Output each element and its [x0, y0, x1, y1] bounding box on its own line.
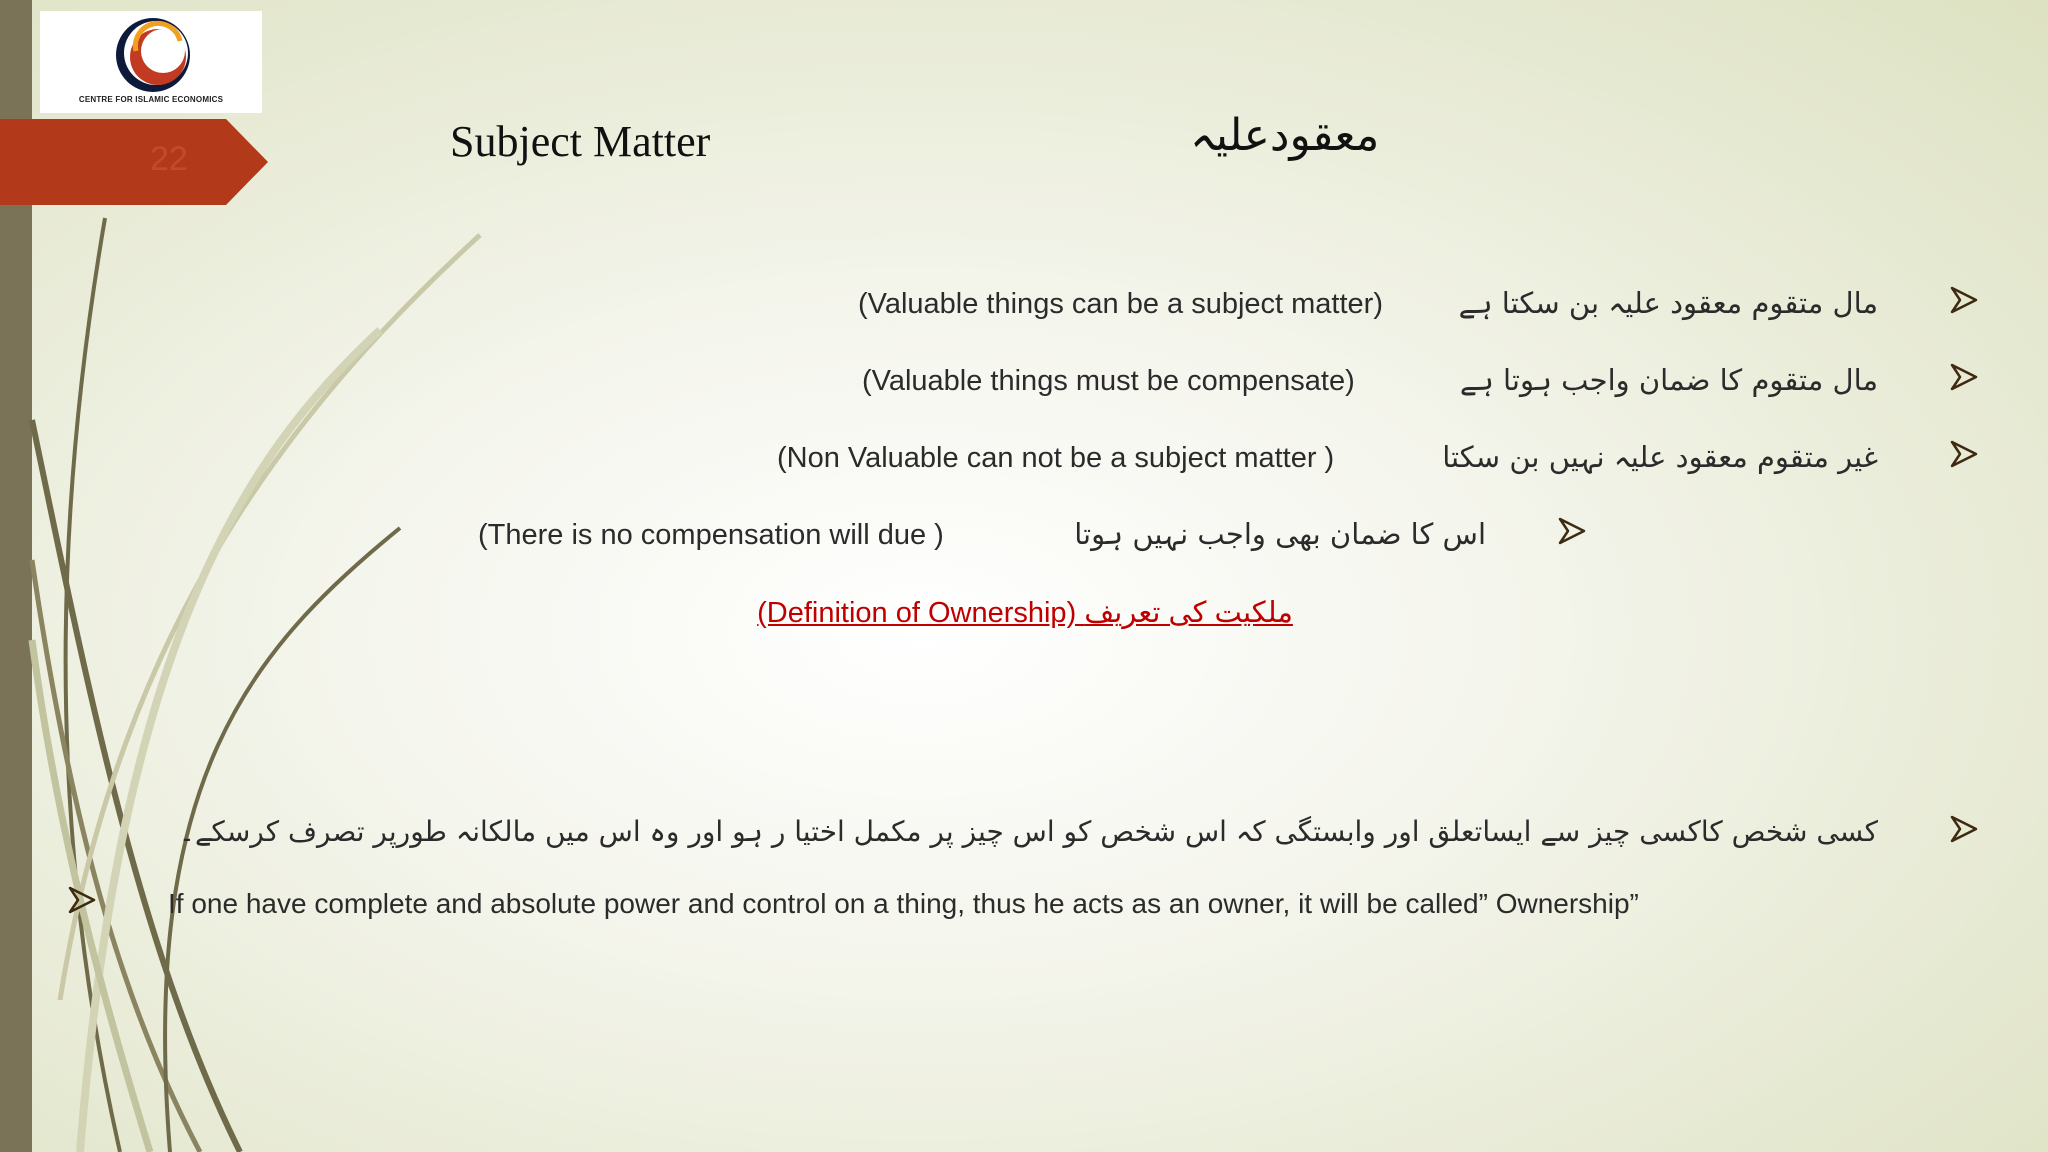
bullet-4-urdu: اس کا ضمان بھی واجب نہیں ہوتا — [1074, 517, 1486, 551]
slide-title-urdu: معقودعلیہ — [1190, 110, 1380, 161]
bullet-1-urdu: مال متقوم معقود علیہ بن سکتا ہے — [1458, 286, 1878, 320]
arrowhead-bullet-icon — [1950, 440, 1978, 468]
bullet-4-english: (There is no compensation will due ) — [478, 519, 944, 551]
definition-urdu: کسی شخص کاکسی چیز سے ایساتعلق اور وابستگی کہ اس شخص کو اس چیز پر مکمل اختیا ر ہو اور وہ اس میں مالکانہ طورپر تصرف کرسکے۔ — [178, 815, 1878, 848]
bullet-2-urdu: مال متقوم کا ضمان واجب ہوتا ہے — [1459, 363, 1878, 397]
centre-logo-icon — [40, 11, 262, 95]
arrowhead-bullet-icon — [68, 886, 96, 914]
centre-logo — [40, 11, 262, 113]
arrowhead-bullet-icon — [1558, 517, 1586, 545]
arrowhead-bullet-icon — [1950, 363, 1978, 391]
page-number: 22 — [150, 140, 188, 178]
bullet-3-urdu: غیر متقوم معقود علیہ نہیں بن سکتا — [1442, 440, 1878, 474]
bullet-2-english: (Valuable things must be compensate) — [862, 365, 1355, 397]
arrowhead-bullet-icon — [1950, 815, 1978, 843]
arrowhead-bullet-icon — [1950, 286, 1978, 314]
page-number-flag — [0, 119, 268, 205]
bullet-1-english: (Valuable things can be a subject matter) — [858, 288, 1383, 320]
logo-caption: CENTRE FOR ISLAMIC ECONOMICS — [78, 95, 224, 104]
definition-english: If one have complete and absolute power and control on a thing, thus he acts as an owner, it will be called” Ownership” — [168, 888, 1639, 919]
definition-of-ownership-link[interactable]: (Definition of Ownership) ملکیت کی تعریف — [757, 597, 1293, 629]
bullet-3-english: (Non Valuable can not be a subject matter ) — [777, 442, 1335, 474]
slide-title-english: Subject Matter — [450, 117, 711, 166]
